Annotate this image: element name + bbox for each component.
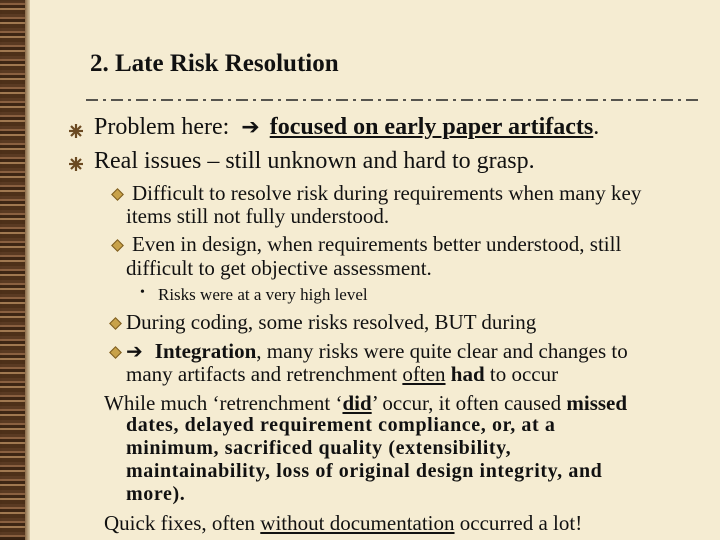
had-text: had xyxy=(450,362,485,386)
difficult-line-2: items still not fully understood. xyxy=(126,204,390,228)
quick-fixes-text-b: occurred a lot! xyxy=(454,511,583,535)
integration-text-c: to occur xyxy=(484,362,559,386)
retrenchment-text-a: While much ‘retrenchment ‘ xyxy=(104,391,343,415)
diamond-bullet-icon xyxy=(109,317,122,330)
problem-line xyxy=(94,114,599,141)
diamond-bullet-icon xyxy=(109,346,122,359)
problem-end: . xyxy=(593,114,600,140)
retrenchment-line-3: minimum, sacrificed quality (extensibility, xyxy=(126,437,512,459)
right-arrow-icon: ➔ xyxy=(126,339,143,363)
design-line-1: Even in design, when requirements better understood, still xyxy=(132,232,622,256)
integration-rest: , many risks were quite clear and changes to xyxy=(256,339,628,363)
right-arrow-icon: ➔ xyxy=(241,115,260,140)
missed-text: missed xyxy=(566,391,628,415)
asterisk-bullet-icon xyxy=(68,123,84,139)
retrenchment-line-2: dates, delayed requirement compliance, or, at a xyxy=(126,414,556,436)
did-text: did xyxy=(342,391,372,415)
retrenchment-line-1 xyxy=(104,391,627,416)
integration-line-1 xyxy=(126,339,628,364)
diamond-bullet-icon xyxy=(111,239,124,252)
without-documentation-text: without documentation xyxy=(260,511,455,535)
integration-term: Integration xyxy=(154,339,257,363)
real-issues-line: Real issues – still unknown and hard to grasp. xyxy=(94,148,535,174)
coding-line: During coding, some risks resolved, BUT during xyxy=(126,310,537,334)
difficult-line-1: Difficult to resolve risk during requirements when many key xyxy=(132,181,642,205)
slide-title: 2. Late Risk Resolution xyxy=(90,50,339,77)
often-text: often xyxy=(402,362,446,386)
integration-line-2 xyxy=(126,362,558,387)
diamond-bullet-icon xyxy=(111,188,124,201)
retrenchment-line-5: more). xyxy=(126,483,186,505)
retrenchment-line-4: maintainability, loss of original design integrity, and xyxy=(126,460,603,482)
asterisk-bullet-icon xyxy=(68,156,84,172)
quick-fixes-line xyxy=(104,511,582,536)
retrenchment-text-b: ’ occur, it often caused xyxy=(371,391,567,415)
risk-level-line: Risks were at a very high level xyxy=(158,285,368,304)
problem-focus: focused on early paper artifacts xyxy=(269,114,594,140)
integration-text-a: many artifacts and retrenchment xyxy=(126,362,403,386)
dot-bullet-icon: • xyxy=(140,285,145,300)
quick-fixes-text-a: Quick fixes, often xyxy=(104,511,261,535)
problem-lead: Problem here: xyxy=(94,114,230,140)
design-line-2: difficult to get objective assessment. xyxy=(126,256,432,280)
